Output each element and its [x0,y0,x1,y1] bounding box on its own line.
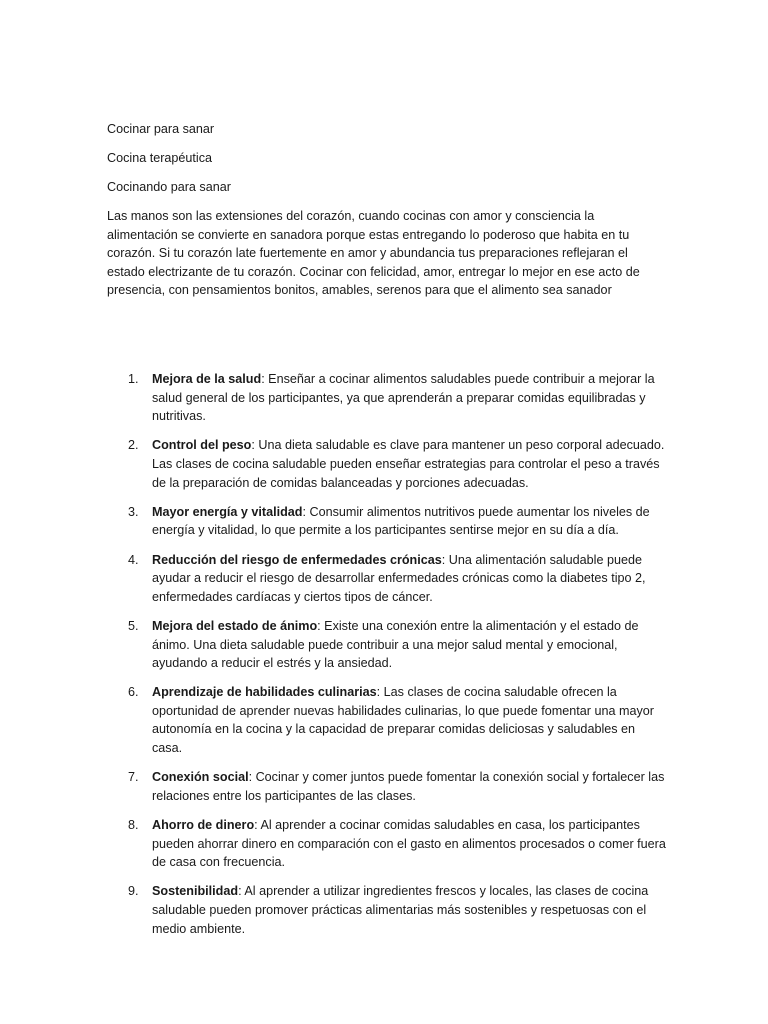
list-item-text: : Una dieta saludable es clave para mantener un peso corporal adecuado. Las clases de cocina saludable pueden enseñar estrategias para controlar el peso a través de la preparación de comidas balanceadas y porciones adecuadas. [152,438,665,490]
list-item [128,882,668,938]
list-item [128,683,668,757]
list-item [128,503,668,540]
list-item-number: 8. [128,818,139,833]
list-item-number: 6. [128,685,139,700]
heading-line-1: Cocinar para sanar [107,122,215,136]
list-item-number: 9. [128,884,139,899]
list-item-text: : Consumir alimentos nutritivos puede aumentar los niveles de energía y vitalidad, lo que permite a los participantes sentirse mejor en su día a día. [152,504,650,538]
list-item-term: Sostenibilidad [152,884,239,899]
list-item-number: 3. [128,504,139,519]
list-item-text: : Al aprender a utilizar ingredientes frescos y locales, las clases de cocina saludable pueden promover prácticas alimentarias más sostenibles y respetuosas con el medio ambiente. [152,884,649,936]
benefits-list [128,370,668,949]
list-item-text: : Las clases de cocina saludable ofrecen la oportunidad de aprender nuevas habilidades culinarias, lo que puede fomentar una mayor autonomía en la cocina y la capacidad de preparar comidas deliciosas y saludables en casa. [152,685,654,756]
list-item-number: 5. [128,618,139,633]
list-item [128,816,668,872]
list-item [128,436,668,492]
list-item [128,768,668,805]
list-item-number: 7. [128,770,139,785]
list-item-term: Mayor energía y vitalidad [152,504,303,519]
list-item-term: Conexión social [152,770,249,785]
list-item-text: : Cocinar y comer juntos puede fomentar la conexión social y fortalecer las relaciones entre los participantes de las clases. [152,770,665,803]
list-item-text: : Una alimentación saludable puede ayudar a reducir el riesgo de desarrollar enfermedades crónicas como la diabetes tipo 2, enfermedades cardíacas y ciertos tipos de cáncer. [152,552,646,604]
list-item-text: : Al aprender a cocinar comidas saludables en casa, los participantes pueden ahorrar dinero en comparación con el gasto en alimentos procesados o comer fuera de casa con frecuencia. [152,818,666,870]
list-item-number: 2. [128,438,139,453]
list-item-term: Control del peso [152,438,252,453]
list-item-text: : Enseñar a cocinar alimentos saludables puede contribuir a mejorar la salud general de los participantes, ya que aprenderán a preparar comidas equilibradas y nutritivas. [152,372,655,424]
list-item-number: 4. [128,552,139,567]
list-item-text: : Existe una conexión entre la alimentación y el estado de ánimo. Una dieta saludable puede contribuir a una mejor salud mental y emocional, ayudando a reducir el estrés y la ansiedad. [152,618,639,671]
list-item-term: Mejora de la salud [152,372,262,386]
document-header [107,120,667,300]
heading-line-3: Cocinando para sanar [107,180,231,194]
intro-paragraph: Las manos son las extensiones del corazón, cuando cocinas con amor y consciencia la alimentación se convierte en sanadora porque estas entregando lo poderoso que habita en tu corazón. Si tu corazón late fuertemente en amor y abundancia tus preparaciones reflejaran el estado electrizante de tu corazón. Cocinar con felicidad, amor, entregar lo mejor en ese acto de presencia, con pensamientos bonitos, amables, serenos para que el alimento sea sanador [107,209,640,298]
list-item-term: Aprendizaje de habilidades culinarias [152,685,377,700]
list-item [128,370,668,426]
list-item-term: Mejora del estado de ánimo [152,618,318,633]
list-item [128,551,668,607]
list-item-number: 1. [128,372,139,386]
list-item-term: Reducción del riesgo de enfermedades crónicas [152,552,442,567]
heading-line-2: Cocina terapéutica [107,151,213,165]
list-item [128,617,668,673]
list-item-term: Ahorro de dinero [152,818,255,833]
